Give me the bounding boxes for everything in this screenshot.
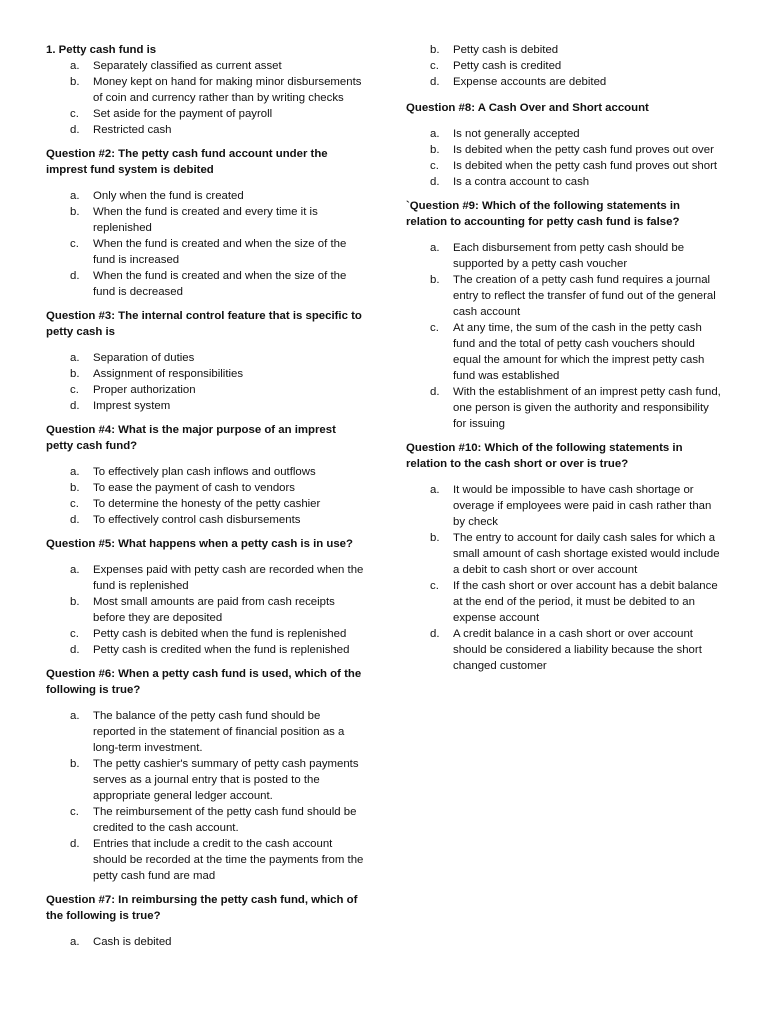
question-block: [46, 892, 364, 950]
answer-list: [406, 126, 722, 190]
option-letter: d.: [430, 386, 440, 398]
option-letter: b.: [70, 482, 80, 494]
answer-option: [406, 482, 722, 530]
option-letter: a.: [70, 710, 80, 722]
question-block: [406, 198, 722, 432]
option-text: Cash is debited: [93, 936, 172, 948]
option-letter: c.: [70, 108, 79, 120]
answer-option: [406, 320, 722, 384]
answer-option: [46, 268, 364, 300]
answer-option: [46, 512, 364, 528]
option-letter: b.: [70, 76, 80, 88]
option-text: To effectively control cash disbursements: [93, 514, 301, 526]
answer-option: [406, 626, 722, 674]
option-text: The entry to account for daily cash sales for which a small amount of cash shortage existed would include a debit to cash short or over account: [453, 532, 720, 576]
answer-option: [406, 240, 722, 272]
option-letter: c.: [430, 60, 439, 72]
answer-option: [46, 366, 364, 382]
answer-list: [46, 58, 364, 138]
question-block: [46, 536, 364, 658]
option-text: Only when the fund is created: [93, 190, 244, 202]
answer-option: [46, 58, 364, 74]
answer-option: [46, 236, 364, 268]
answer-list: [406, 240, 722, 432]
question-block: [406, 440, 722, 674]
option-letter: d.: [70, 838, 80, 850]
answer-option: [46, 626, 364, 642]
option-letter: d.: [70, 124, 80, 136]
option-text: When the fund is created and every time it is replenished: [93, 206, 318, 234]
option-letter: a.: [70, 190, 80, 202]
option-letter: c.: [70, 498, 79, 510]
option-text: Separately classified as current asset: [93, 60, 282, 72]
option-letter: b.: [430, 44, 440, 56]
option-text: Is not generally accepted: [453, 128, 580, 140]
answer-list: [46, 188, 364, 300]
option-text: With the establishment of an imprest petty cash fund, one person is given the authority and responsibility for issuing: [453, 386, 721, 430]
option-text: Petty cash is credited: [453, 60, 562, 72]
answer-option: [46, 350, 364, 366]
question-title: Question #8: A Cash Over and Short account: [406, 102, 649, 114]
option-text: The petty cashier's summary of petty cash payments serves as a journal entry that is posted to the appropriate general ledger account.: [93, 758, 359, 802]
option-letter: d.: [70, 270, 80, 282]
answer-option: [46, 562, 364, 594]
answer-option: [406, 42, 722, 58]
option-text: Imprest system: [93, 400, 171, 412]
option-text: Money kept on hand for making minor disbursements of coin and currency rather than by writing checks: [93, 76, 362, 104]
option-letter: b.: [430, 532, 440, 544]
continued-answer-list: [406, 42, 722, 90]
option-letter: c.: [70, 628, 79, 640]
answer-option: [406, 142, 722, 158]
answer-option: [46, 594, 364, 626]
option-letter: c.: [70, 238, 79, 250]
answer-option: [46, 204, 364, 236]
answer-option: [46, 398, 364, 414]
option-letter: d.: [430, 176, 440, 188]
answer-option: [406, 530, 722, 578]
question-title: Question #3: The internal control feature that is specific to petty cash is: [46, 310, 362, 338]
question-title: Question #4: What is the major purpose of an imprest petty cash fund?: [46, 424, 336, 452]
option-text: To determine the honesty of the petty cashier: [93, 498, 321, 510]
answer-list: [46, 464, 364, 528]
option-letter: a.: [70, 60, 80, 72]
option-letter: c.: [70, 806, 79, 818]
option-letter: b.: [70, 758, 80, 770]
question-block: [46, 308, 364, 414]
answer-option: [46, 122, 364, 138]
option-letter: b.: [430, 144, 440, 156]
answer-list: [406, 482, 722, 674]
answer-option: [406, 272, 722, 320]
answer-option: [46, 106, 364, 122]
option-text: When the fund is created and when the size of the fund is increased: [93, 238, 347, 266]
option-text: To ease the payment of cash to vendors: [93, 482, 295, 494]
option-text: Each disbursement from petty cash should be supported by a petty cash voucher: [453, 242, 685, 270]
question-block: [46, 42, 364, 138]
answer-option: [406, 578, 722, 626]
answer-option: [46, 708, 364, 756]
option-text: Petty cash is debited: [453, 44, 559, 56]
option-letter: a.: [70, 466, 80, 478]
option-letter: c.: [430, 580, 439, 592]
option-text: A credit balance in a cash short or over account should be considered a liability because the short changed customer: [453, 628, 702, 672]
option-letter: a.: [430, 484, 440, 496]
option-letter: b.: [70, 596, 80, 608]
answer-option: [46, 756, 364, 804]
question-title: `Question #9: Which of the following statements in relation to accounting for petty cash fund is false?: [406, 200, 681, 228]
option-letter: d.: [430, 76, 440, 88]
option-text: Assignment of responsibilities: [93, 368, 244, 380]
option-letter: c.: [70, 384, 79, 396]
option-text: Expense accounts are debited: [453, 76, 607, 88]
question-title: Question #10: Which of the following statements in relation to the cash short or over is true?: [406, 442, 683, 470]
option-text: It would be impossible to have cash shortage or overage if employees were paid in cash rather than by check: [453, 484, 712, 528]
answer-option: [406, 126, 722, 142]
answer-option: [46, 74, 364, 106]
answer-option: [46, 464, 364, 480]
question-block: [406, 100, 722, 190]
question-title: Question #5: What happens when a petty cash is in use?: [46, 538, 353, 550]
option-text: When the fund is created and when the size of the fund is decreased: [93, 270, 347, 298]
option-text: At any time, the sum of the cash in the petty cash fund and the total of petty cash vouchers should equal the amount for which the imprest petty cash fund was established: [453, 322, 705, 382]
question-title: Question #2: The petty cash fund account under the imprest fund system is debited: [46, 148, 328, 176]
answer-list: [46, 562, 364, 658]
option-letter: c.: [430, 160, 439, 172]
option-letter: a.: [430, 242, 440, 254]
option-letter: a.: [70, 936, 80, 948]
answer-option: [46, 382, 364, 398]
answer-option: [406, 74, 722, 90]
question-block: [46, 422, 364, 528]
option-letter: b.: [70, 206, 80, 218]
option-text: Set aside for the payment of payroll: [93, 108, 273, 120]
answer-option: [46, 804, 364, 836]
option-text: To effectively plan cash inflows and outflows: [93, 466, 316, 478]
option-letter: d.: [70, 644, 80, 656]
answer-list: [46, 934, 364, 950]
option-text: Petty cash is debited when the fund is replenished: [93, 628, 347, 640]
option-letter: c.: [430, 322, 439, 334]
question-title: 1. Petty cash fund is: [46, 44, 157, 56]
option-text: Is a contra account to cash: [453, 176, 590, 188]
answer-option: [46, 642, 364, 658]
answer-list: [46, 350, 364, 414]
option-text: The reimbursement of the petty cash fund should be credited to the cash account.: [93, 806, 357, 834]
answer-list: [46, 708, 364, 884]
option-text: Proper authorization: [93, 384, 196, 396]
option-text: If the cash short or over account has a debit balance at the end of the period, it must be debited to an expense account: [453, 580, 718, 624]
answer-option: [46, 934, 364, 950]
option-letter: a.: [430, 128, 440, 140]
option-text: Restricted cash: [93, 124, 172, 136]
question-title: Question #6: When a petty cash fund is used, which of the following is true?: [46, 668, 362, 696]
option-text: Is debited when the petty cash fund proves out short: [453, 160, 718, 172]
option-text: The balance of the petty cash fund should be reported in the statement of financial position as a long-term investment.: [93, 710, 345, 754]
option-text: Entries that include a credit to the cash account should be recorded at the time the payments from the petty cash fund are mad: [93, 838, 364, 882]
answer-option: [406, 384, 722, 432]
option-letter: b.: [70, 368, 80, 380]
option-text: Is debited when the petty cash fund proves out over: [453, 144, 714, 156]
right-column: [406, 42, 722, 682]
option-letter: d.: [70, 514, 80, 526]
option-text: Separation of duties: [93, 352, 195, 364]
option-letter: d.: [70, 400, 80, 412]
option-letter: b.: [430, 274, 440, 286]
option-letter: a.: [70, 352, 80, 364]
option-letter: d.: [430, 628, 440, 640]
answer-option: [46, 836, 364, 884]
answer-option: [406, 174, 722, 190]
option-text: Petty cash is credited when the fund is replenished: [93, 644, 350, 656]
option-text: Most small amounts are paid from cash receipts before they are deposited: [93, 596, 335, 624]
option-text: Expenses paid with petty cash are recorded when the fund is replenished: [93, 564, 364, 592]
answer-option: [46, 480, 364, 496]
question-block: [46, 666, 364, 884]
question-title: Question #7: In reimbursing the petty cash fund, which of the following is true?: [46, 894, 358, 922]
option-text: The creation of a petty cash fund requires a journal entry to reflect the transfer of fund out of the general cash account: [453, 274, 716, 318]
option-letter: a.: [70, 564, 80, 576]
left-column: [46, 42, 364, 958]
answer-option: [46, 188, 364, 204]
answer-option: [406, 58, 722, 74]
answer-option: [406, 158, 722, 174]
question-block: [46, 146, 364, 300]
answer-option: [46, 496, 364, 512]
